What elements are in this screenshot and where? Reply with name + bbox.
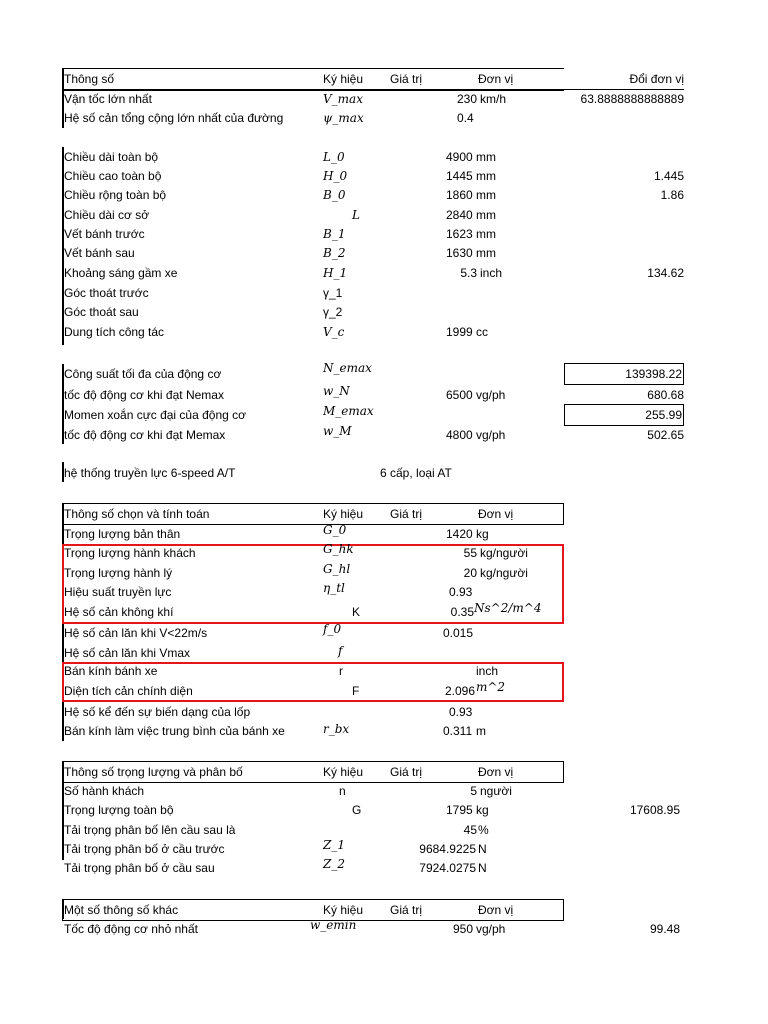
row-symbol: K <box>352 605 361 619</box>
row-unit: m^2 <box>476 680 506 694</box>
row-symbol: G <box>352 803 362 817</box>
row-name: Hiệu suất truyền lực <box>64 585 172 599</box>
row-unit: vg/ph <box>476 428 506 442</box>
row-unit: m <box>476 724 486 738</box>
row-value: 2.096 <box>444 684 475 698</box>
row-value: 0.015 <box>443 626 474 640</box>
row-symbol: r <box>339 664 343 678</box>
row-symbol: η_tl <box>323 581 345 595</box>
row-symbol: H_1 <box>323 266 348 280</box>
row-name: Vết bánh sau <box>64 246 135 260</box>
row-k <box>0 603 768 622</box>
row-unit: N <box>478 861 487 875</box>
row-name: Chiều rộng toàn bộ <box>64 188 167 202</box>
row-name: Momen xoắn cực đại của động cơ <box>64 408 246 422</box>
header-symbol: Ký hiệu <box>323 507 364 521</box>
row-l <box>0 206 768 225</box>
row-value: 0.4 <box>457 111 474 125</box>
row-name: Trọng lượng bản thân <box>64 527 181 541</box>
row-name: Trọng lượng hành lý <box>64 566 173 580</box>
header-unit: Đơn vị <box>478 903 514 917</box>
row-name: Vận tốc lớn nhất <box>64 92 152 106</box>
row-unit: cc <box>476 325 488 339</box>
row-g0 <box>0 525 768 544</box>
row-wn <box>0 386 768 405</box>
row-vmax <box>0 90 768 109</box>
row-symbol: Z_2 <box>323 857 345 871</box>
row-symbol: G_hk <box>323 542 354 556</box>
row-symbol: f_0 <box>323 622 342 636</box>
row-l0 <box>0 148 768 167</box>
nemax-convert-box <box>564 363 684 385</box>
row-symbol: L <box>352 208 360 222</box>
row-n <box>0 782 768 801</box>
row-unit: mm <box>476 169 496 183</box>
row-name: Góc thoát trước <box>64 286 149 300</box>
header-name: Thông số <box>64 72 115 86</box>
row-name: Số hành khách <box>64 784 145 798</box>
row-symbol: r_bx <box>323 722 350 736</box>
row-symbol: G_hl <box>323 562 351 576</box>
row-name: Dung tích công tác <box>64 325 165 339</box>
header-row <box>0 70 768 89</box>
row-name: Hệ số cản không khí <box>64 605 174 619</box>
row-value: 230 <box>456 92 477 106</box>
row-wemin <box>0 920 768 939</box>
row-name: Chiều cao toàn bộ <box>64 169 162 183</box>
row-name: Hệ số cản lăn khi V<22m/s <box>64 626 208 640</box>
row-tyre-deform <box>0 703 768 722</box>
row-value: 7924.0275 <box>419 861 476 875</box>
row-symbol: V_c <box>323 325 345 339</box>
row-value: 55 <box>463 546 477 560</box>
row-symbol: N_emax <box>323 361 372 375</box>
row-symbol: γ_1 <box>323 286 343 300</box>
row-unit: N <box>478 842 487 856</box>
row-name: Hệ số cản tổng cộng lớn nhất của đường <box>64 111 284 125</box>
row-name: Tốc độ động cơ nhỏ nhất <box>64 922 198 936</box>
row-value: 6 cấp, loại AT <box>380 466 452 480</box>
row-name: Khoảng sáng gầm xe <box>64 266 178 280</box>
row-value: 1630 <box>446 246 473 260</box>
section6-header <box>0 901 768 920</box>
row-value: 1860 <box>446 188 473 202</box>
row-b1 <box>0 225 768 244</box>
row-convert: 63.8888888888889 <box>580 92 684 106</box>
row-name: Tải trọng phân bố lên cầu sau là <box>64 823 236 837</box>
row-unit: Ns^2/m^4 <box>474 601 542 615</box>
row-symbol: B_0 <box>323 188 346 202</box>
row-z1 <box>0 840 768 859</box>
section-title: Thông số chọn và tính toán <box>64 507 210 521</box>
row-unit: mm <box>476 246 496 260</box>
row-name: Chiều dài cơ sở <box>64 208 150 222</box>
row-value: 4900 <box>446 150 473 164</box>
row-unit: % <box>478 823 489 837</box>
row-value: 5 <box>470 784 477 798</box>
row-symbol: f <box>338 644 343 658</box>
row-unit: inch <box>476 664 499 678</box>
row-value: 6500 <box>446 388 473 402</box>
row-unit: km/h <box>480 92 507 106</box>
row-unit: mm <box>476 227 496 241</box>
header-value: Giá trị <box>390 765 423 779</box>
row-symbol: H_0 <box>323 169 348 183</box>
row-value: 0.93 <box>449 585 473 599</box>
header-value: Giá trị <box>390 72 423 86</box>
row-etatl <box>0 583 768 602</box>
row-convert: 680.68 <box>647 388 684 402</box>
row-b2 <box>0 244 768 263</box>
row-name: Bán kính bánh xe <box>64 664 158 678</box>
row-gamma1 <box>0 284 768 303</box>
row-name: Bán kính làm việc trung bình của bánh xe <box>64 724 285 738</box>
row-value: 20 <box>463 566 477 580</box>
row-unit: mm <box>476 150 496 164</box>
row-convert: 17608.95 <box>629 803 680 817</box>
row-symbol: ψ_max <box>323 111 364 125</box>
row-rear-ratio <box>0 821 768 840</box>
row-value: 45 <box>463 823 477 837</box>
row-name: Hệ số cản lăn khi Vmax <box>64 646 191 660</box>
row-r <box>0 662 768 681</box>
row-convert: 134.62 <box>647 266 684 280</box>
row-unit: mm <box>476 208 496 222</box>
row-transmission <box>0 464 768 483</box>
row-name: Công suất tối đa của động cơ <box>64 367 222 381</box>
row-h0 <box>0 167 768 186</box>
row-symbol: V_max <box>323 92 363 106</box>
row-symbol: M_emax <box>323 404 374 418</box>
row-symbol: B_1 <box>323 227 346 241</box>
row-value: 1999 <box>446 325 473 339</box>
row-ghk <box>0 544 768 563</box>
row-unit: vg/ph <box>476 922 506 936</box>
header-value: Giá trị <box>390 507 423 521</box>
row-symbol: w_emin <box>310 918 357 932</box>
row-convert: 255.99 <box>645 408 682 422</box>
row-z2 <box>0 859 768 878</box>
row-name: tốc độ động cơ khi đạt Nemax <box>64 388 224 402</box>
header-convert: Đổi đơn vị <box>629 72 684 86</box>
row-value: 1795 <box>446 803 473 817</box>
row-name: Diện tích cản chính diện <box>64 684 193 698</box>
row-b0 <box>0 186 768 205</box>
memax-convert-box <box>564 404 684 426</box>
header-unit: Đơn vị <box>478 72 514 86</box>
row-value: 0.35 <box>450 605 474 619</box>
row-unit: kg/người <box>480 566 528 580</box>
row-symbol: G_0 <box>323 523 347 537</box>
row-gamma2 <box>0 303 768 322</box>
row-name: Tải trọng phân bố ở cầu sau <box>64 861 215 875</box>
row-value: 1420 <box>446 527 473 541</box>
section-title: Một số thông số khác <box>64 903 179 917</box>
row-name: Trọng lượng hành khách <box>64 546 196 560</box>
row-name: tốc độ động cơ khi đạt Memax <box>64 428 226 442</box>
header-unit: Đơn vị <box>478 765 514 779</box>
header-value: Giá trị <box>390 903 423 917</box>
row-value: 950 <box>453 922 474 936</box>
row-name: Trọng lượng toàn bộ <box>64 803 174 817</box>
row-name: hệ thống truyền lực 6-speed A/T <box>64 466 236 480</box>
row-wm <box>0 426 768 445</box>
row-symbol: L_0 <box>323 150 345 164</box>
section-title: Thông số trọng lượng và phân bố <box>64 765 243 779</box>
row-symbol: F <box>352 684 360 698</box>
row-name: Góc thoát sau <box>64 305 139 319</box>
row-h1 <box>0 264 768 283</box>
header-symbol: Ký hiệu <box>323 903 364 917</box>
row-value: 0.311 <box>443 724 473 738</box>
row-f0 <box>0 624 768 643</box>
row-unit: mm <box>476 188 496 202</box>
row-value: 1445 <box>446 169 473 183</box>
row-g <box>0 801 768 820</box>
row-symbol: γ_2 <box>323 305 343 319</box>
row-unit: vg/ph <box>476 388 506 402</box>
row-value: 1623 <box>446 227 473 241</box>
row-psimax <box>0 109 768 128</box>
row-value: 9684.9225 <box>419 842 476 856</box>
row-unit: kg/người <box>480 546 528 560</box>
section4-header <box>0 505 768 524</box>
row-unit: inch <box>480 266 503 280</box>
row-ghl <box>0 564 768 583</box>
row-vc <box>0 323 768 342</box>
row-convert: 1.86 <box>660 188 684 202</box>
row-symbol: n <box>339 784 346 798</box>
row-convert: 1.445 <box>653 169 684 183</box>
row-symbol: Z_1 <box>323 838 345 852</box>
row-convert: 99.48 <box>649 922 680 936</box>
row-unit: kg <box>476 527 489 541</box>
row-value: 5.3 <box>460 266 477 280</box>
header-symbol: Ký hiệu <box>323 765 364 779</box>
row-name: Chiều dài toàn bộ <box>64 150 159 164</box>
row-value: 2840 <box>446 208 473 222</box>
row-rbx <box>0 722 768 741</box>
row-convert: 502.65 <box>647 428 684 442</box>
row-value: 4800 <box>446 428 473 442</box>
row-name: Tải trọng phân bố ở cầu trước <box>64 842 225 856</box>
row-symbol: B_2 <box>323 246 346 260</box>
header-unit: Đơn vị <box>478 507 514 521</box>
row-f <box>0 644 768 663</box>
row-name: Hệ số kể đến sự biến dạng của lốp <box>64 705 251 719</box>
row-unit: người <box>480 784 512 798</box>
header-symbol: Ký hiệu <box>323 72 364 86</box>
row-symbol: w_N <box>323 384 350 398</box>
row-convert: 139398.22 <box>625 367 682 381</box>
row-symbol: w_M <box>323 424 352 438</box>
row-unit: kg <box>476 803 489 817</box>
row-name: Vết bánh trước <box>64 227 145 241</box>
row-value: 0.93 <box>449 705 473 719</box>
section5-header <box>0 763 768 782</box>
row-area <box>0 682 768 701</box>
